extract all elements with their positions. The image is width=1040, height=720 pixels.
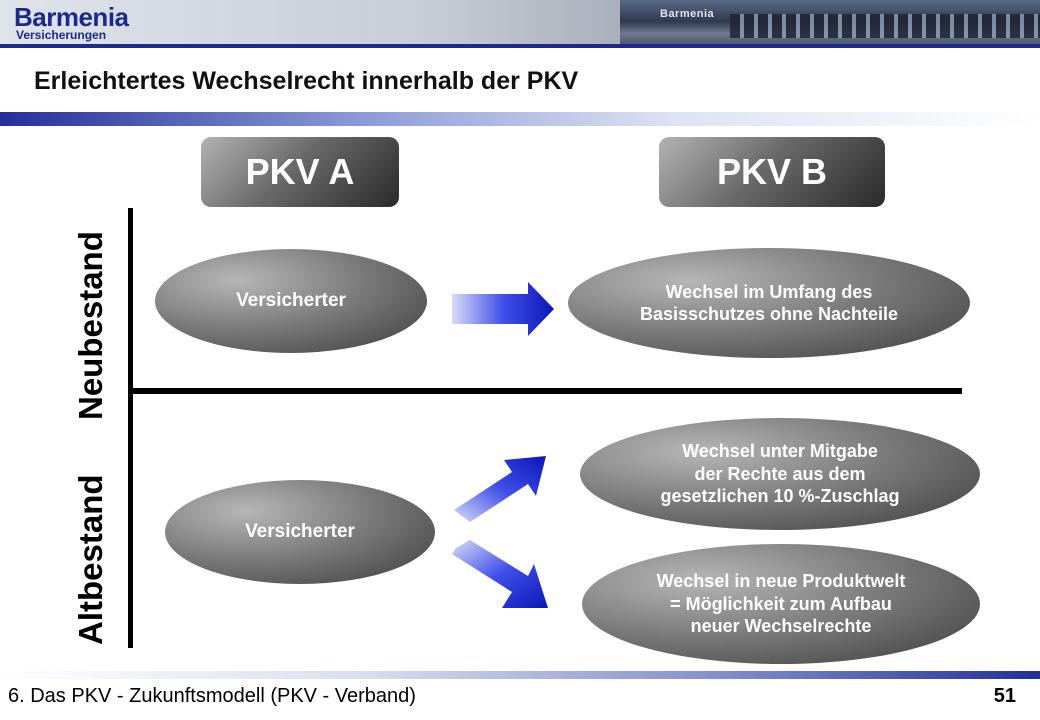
footer-bar (0, 671, 1040, 679)
arrow-right-icon (448, 280, 558, 338)
logo-name: Barmenia (14, 2, 129, 32)
node-line: = Möglichkeit zum Aufbau (670, 593, 892, 614)
node-line: Wechsel in neue Produktwelt (656, 571, 906, 592)
node-line: gesetzlichen 10 %-Zuschlag (660, 486, 900, 507)
node-line: neuer Wechselrechte (690, 616, 872, 637)
page-title: Erleichtertes Wechselrecht innerhalb der PKV (34, 67, 579, 95)
page-number: 51 (993, 685, 1016, 707)
node-neubestand-target (568, 248, 970, 358)
column-header-pkv-b: PKV B (659, 137, 885, 207)
column-header-pkv-a: PKV A (201, 137, 399, 207)
node-versicherter-altbestand (165, 480, 435, 584)
node-line: Wechsel unter Mitgabe (682, 441, 878, 462)
photo-sign: Barmenia (660, 8, 715, 20)
logo-subtitle: Versicherungen (16, 28, 107, 42)
node-line: der Rechte aus dem (694, 463, 866, 484)
node-line: Basisschutzes ohne Nachteile (639, 304, 899, 324)
arrow-down-right-icon (448, 540, 552, 614)
node-label: Versicherter (245, 521, 355, 543)
row-label-neubestand: Neubestand (72, 231, 109, 420)
node-versicherter-neubestand (155, 249, 427, 353)
arrow-up-right-icon (448, 450, 552, 532)
photo-windows (730, 14, 1040, 38)
node-altbestand-target-1 (580, 418, 980, 530)
node-label: Versicherter (236, 290, 346, 312)
vertical-divider (128, 208, 133, 648)
node-line: Wechsel im Umfang des (665, 281, 873, 302)
node-altbestand-target-2 (582, 544, 980, 664)
horizontal-divider (132, 388, 962, 394)
header-line (0, 44, 1040, 48)
header-photo (620, 0, 1040, 48)
title-bar (0, 112, 1040, 126)
footer-section-title: 6. Das PKV - Zukunftsmodell (PKV - Verband) (8, 685, 416, 707)
row-label-altbestand: Altbestand (72, 474, 109, 645)
